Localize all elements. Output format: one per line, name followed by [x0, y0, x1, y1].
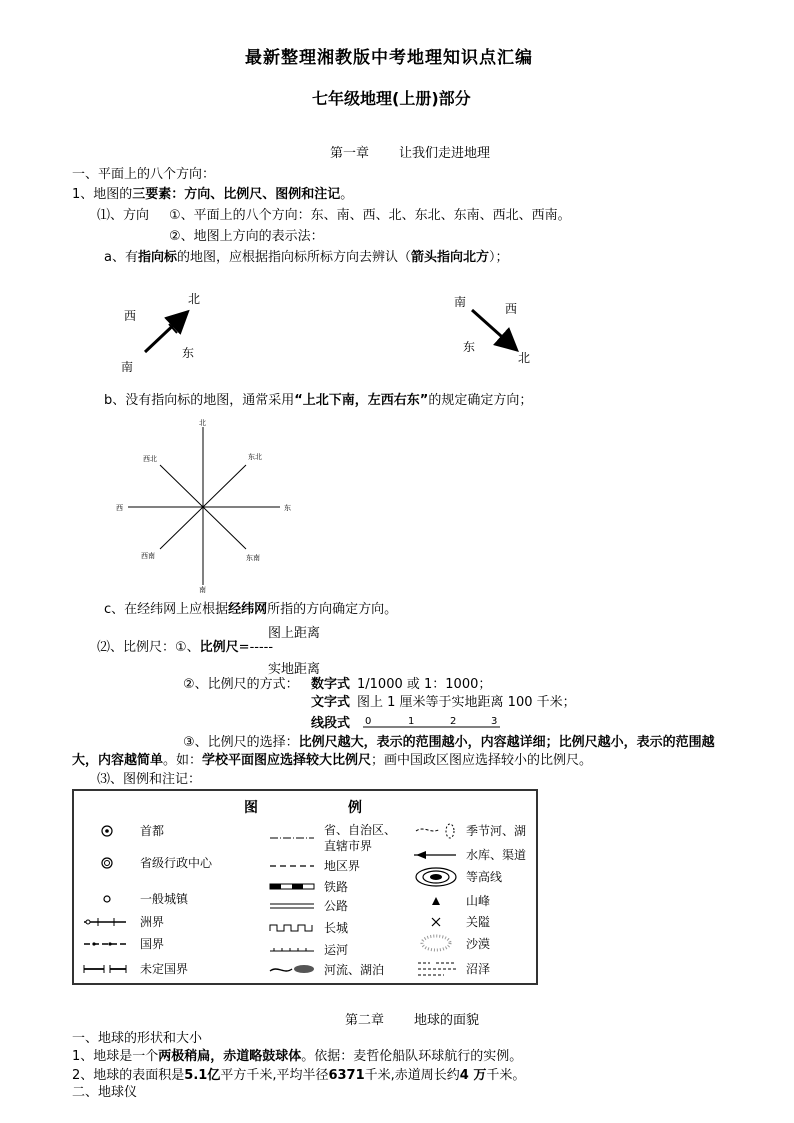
legend-contour-label: 等高线 [466, 870, 503, 884]
scale-label: ⑵、比例尺：①、 [97, 640, 200, 655]
rule-b-prefix: b、没有指向标的地图，通常采用 [104, 393, 295, 408]
form-text-label: 文字式 [311, 695, 351, 710]
three-elements-line [72, 187, 353, 203]
scale-equals: =----- [238, 640, 274, 655]
legend-section-label: ⑶、图例和注记： [97, 772, 202, 787]
scale-choice-rule: 比例尺越大，表示的范围越小，内容越详细；比例尺越小，表示的范围越 [298, 735, 715, 750]
pass-symbol [432, 918, 440, 926]
legend-railway-label: 铁路 [324, 880, 349, 894]
legend-peak-label: 山峰 [466, 894, 491, 908]
capital-symbol-dot [105, 829, 109, 833]
form-line-label: 线段式 [311, 716, 351, 731]
rule-c-prefix: c、在经纬网上应根据 [104, 602, 229, 617]
equator-length-value: 4 万 [459, 1068, 487, 1083]
legend-undetermined-boundary-label: 未定国界 [140, 962, 189, 976]
provincial-center-symbol [102, 858, 112, 868]
section-earth-shape: 一、地球的形状和大小 [72, 1031, 203, 1046]
line-scale-tick-2: 2 [450, 716, 457, 727]
scale-choice-example-prefix: 。如： [163, 753, 203, 768]
arrow2-south-label: 南 [454, 295, 467, 309]
three-elements-suffix: 。 [340, 187, 354, 202]
continent-boundary-symbol [84, 918, 126, 926]
canal-symbol [270, 948, 314, 951]
direction-sub2: ②、地图上方向的表示法： [169, 229, 324, 244]
arrow2-west-label: 西 [505, 302, 518, 316]
town-symbol [104, 896, 110, 902]
arrow2-north-label: 北 [518, 351, 531, 365]
earth-shape-suffix: 。依据：麦哲伦船队环球航行的实例。 [301, 1049, 523, 1064]
form-numeric-label: 数字式 [311, 677, 351, 692]
form-text-value: 图上 1 厘米等于实地距离 100 千米； [357, 695, 576, 710]
compass-northeast-label: 东北 [248, 453, 262, 461]
legend-canal-label: 运河 [324, 943, 349, 957]
scale-choice-example-bold: 学校平面图应选择较大比例尺 [202, 753, 372, 768]
legend-highway-label: 公路 [324, 899, 349, 913]
rule-a-suffix: ）； [489, 250, 509, 265]
arrow1-east-label: 东 [182, 346, 195, 360]
scale-choice-label: ③、比例尺的选择： [183, 735, 299, 750]
scale-choice-line1 [183, 735, 715, 751]
scale-fraction-numerator: 图上距离 [268, 626, 321, 641]
legend-desert-label: 沙漠 [466, 937, 491, 951]
compass-south-label: 南 [199, 586, 206, 594]
arrow1-west-label: 西 [124, 309, 137, 323]
swamp-symbol [418, 963, 456, 975]
national-boundary-symbol [84, 942, 126, 945]
direction-label: ⑴、方向 [97, 208, 150, 223]
chapter2-number: 第二章 [345, 1013, 385, 1028]
legend-province-boundary-label-2: 直辖市界 [324, 839, 373, 853]
railway-symbol [270, 884, 314, 889]
earth-radius-unit: 千米,赤道周长约 [364, 1068, 460, 1083]
legend-provincial-center-label: 省级行政中心 [140, 856, 213, 870]
seasonal-river-symbol [416, 824, 454, 838]
three-elements-prefix: 1、地图的 [72, 187, 133, 202]
desert-symbol [422, 936, 450, 950]
section-globe: 二、地球仪 [72, 1085, 138, 1100]
compass-east-label: 东 [284, 504, 291, 512]
undetermined-boundary-symbol [84, 965, 126, 973]
compass-north-label: 北 [199, 419, 206, 427]
legend-town-label: 一般城镇 [140, 892, 189, 906]
rule-c-line [104, 602, 397, 618]
legend-prefecture-boundary-label: 地区界 [324, 859, 361, 873]
contour-symbol [416, 868, 456, 886]
legend-province-boundary-label-1: 省、自治区、 [324, 823, 397, 837]
north-arrow-diagram-1 [115, 288, 215, 378]
legend-river-lake-label: 河流、湖泊 [324, 963, 385, 977]
rule-a-bold2: 箭头指向北方 [411, 250, 490, 265]
provincial-center-inner [105, 861, 110, 866]
scale-forms-label: ②、比例尺的方式： [183, 677, 299, 692]
great-wall-symbol [270, 925, 312, 931]
chapter1-heading [330, 146, 490, 162]
line-scale-tick-1: 1 [408, 716, 415, 727]
rule-a-line [104, 250, 509, 266]
rule-a-bold1: 指向标 [137, 250, 177, 265]
earth-size-prefix: 2、地球的表面积是 [72, 1068, 185, 1083]
compass-rose-diagram [110, 415, 300, 595]
legend-symbols [74, 791, 536, 983]
scale-choice-rule-end: 大，内容越简单 [72, 753, 164, 768]
legend-continent-boundary-label: 洲界 [140, 915, 165, 929]
arrow1-north-label: 北 [188, 292, 201, 306]
earth-shape-prefix: 1、地球是一个 [72, 1049, 159, 1064]
earth-area-value: 5.1亿 [184, 1068, 221, 1083]
earth-radius-value: 6371 [328, 1068, 365, 1083]
legend-great-wall-label: 长城 [324, 921, 349, 935]
map-legend-figure [72, 789, 538, 985]
peak-symbol [432, 897, 440, 905]
compass-west-label: 西 [116, 504, 123, 512]
rule-b-bold: “上北下南，左西右东” [294, 393, 429, 408]
rule-c-bold: 经纬网 [228, 602, 268, 617]
scale-choice-example-suffix: ；画中国政区图应选择较小的比例尺。 [371, 753, 593, 768]
north-arrow-shaft-1 [145, 318, 181, 352]
chapter1-name: 让我们走进地理 [399, 146, 491, 161]
arrow1-south-label: 南 [121, 360, 134, 374]
earth-size-line [72, 1068, 525, 1084]
north-arrow-diagram-2 [450, 292, 540, 372]
river-lake-symbol [270, 965, 314, 973]
line-scale-tick-3: 3 [491, 716, 498, 727]
document-subtitle: 七年级地理(上册)部分 [312, 89, 471, 108]
rule-b-suffix: 的规定确定方向； [428, 393, 533, 408]
line-scale-bar [360, 711, 510, 735]
legend-capital-label: 首都 [140, 824, 165, 838]
chapter1-number: 第一章 [330, 146, 370, 161]
direction-sub1: ①、平面上的八个方向：东、南、西、北、东北、东南、西北、西南。 [169, 208, 571, 223]
legend-swamp-label: 沼泽 [466, 962, 491, 976]
rule-b-line [104, 393, 532, 409]
earth-area-unit: 平方千米,平均半径 [220, 1068, 329, 1083]
scale-choice-line2 [72, 753, 592, 769]
compass-northwest-label: 西北 [143, 455, 157, 463]
rule-a-mid: 的地图，应根据指向标所标方向去辨认（ [176, 250, 411, 265]
rule-a-prefix: a、有 [104, 250, 138, 265]
reservoir-canal-symbol [414, 851, 456, 859]
highway-symbol [270, 904, 314, 908]
chapter2-name: 地球的面貌 [414, 1013, 480, 1028]
chapter2-heading [345, 1013, 479, 1029]
form-numeric-value: 1/1000 或 1：1000； [357, 677, 492, 692]
legend-seasonal-river-label: 季节河、湖 [466, 824, 527, 838]
legend-title-a: 图 [244, 800, 258, 816]
earth-shape-bold: 两极稍扁，赤道略鼓球体 [158, 1049, 302, 1064]
legend-title-b: 例 [348, 800, 362, 816]
compass-southwest-label: 西南 [141, 552, 155, 560]
three-elements-bold: 三要素：方向、比例尺、图例和注记 [132, 187, 341, 202]
line-scale-tick-0: 0 [365, 716, 372, 727]
rule-c-suffix: 所指的方向确定方向。 [267, 602, 398, 617]
scale-fraction-denominator: 实地距离 [268, 662, 321, 677]
arrow2-east-label: 东 [463, 340, 476, 354]
section-eight-directions: 一、平面上的八个方向： [72, 167, 216, 182]
scale-bold: 比例尺 [199, 640, 239, 655]
document-title: 最新整理湘教版中考地理知识点汇编 [245, 48, 533, 68]
equator-length-unit: 千米。 [486, 1068, 526, 1083]
compass-southeast-label: 东南 [246, 554, 260, 562]
legend-national-boundary-label: 国界 [140, 937, 165, 951]
legend-pass-label: 关隘 [466, 915, 491, 929]
earth-shape-line [72, 1049, 522, 1065]
scale-formula-line [97, 640, 273, 656]
legend-reservoir-label: 水库、渠道 [466, 848, 527, 862]
